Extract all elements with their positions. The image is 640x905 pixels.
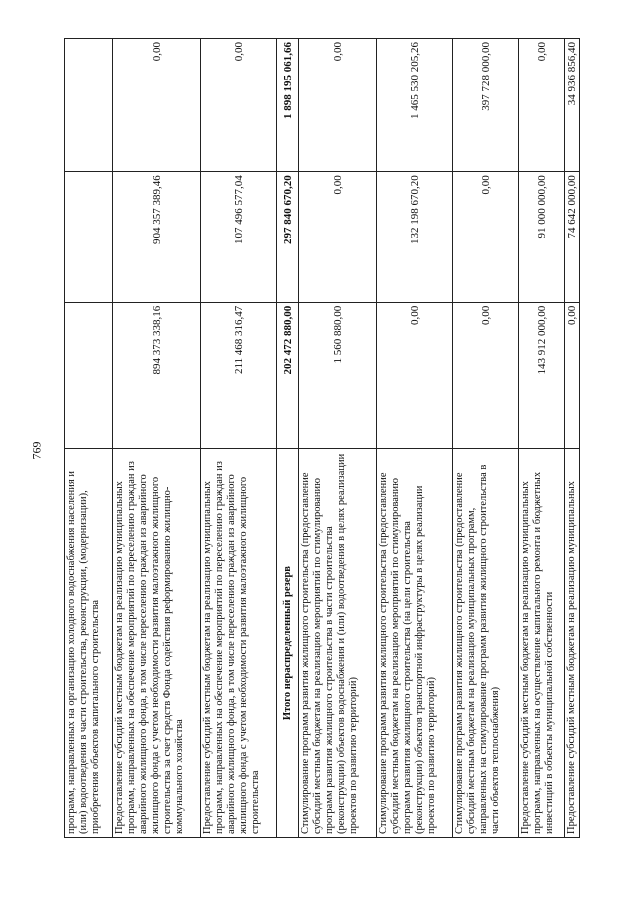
table-row-total [277, 39, 299, 838]
value-col-2: 132 198 670,20 [377, 172, 453, 303]
value-col-2: 904 357 389,46 [113, 172, 201, 303]
value-col-1: 1 560 880,00 [299, 302, 377, 448]
value-col-3: 0,00 [113, 39, 201, 172]
row-description: Стимулирование программ развития жилищного строительства (предоставление субсидий местным бюджетам на реализацию мероприятий по стимулированию программ развития жилищного строительства (на цели строительства (реконструкции) объектов транспортной инфраструктуры в целях реализации проектов по развитию территорий) [377, 449, 453, 838]
table-row [453, 39, 519, 838]
table-row [113, 39, 201, 838]
value-col-3: 1 465 530 205,26 [377, 39, 453, 172]
value-col-1 [65, 302, 113, 448]
budget-table [64, 38, 580, 838]
value-col-2: 0,00 [453, 172, 519, 303]
value-col-3: 0,00 [519, 39, 565, 172]
table-row [299, 39, 377, 838]
value-col-1: 143 912 000,00 [519, 302, 565, 448]
value-col-1: 0,00 [377, 302, 453, 448]
row-description: Стимулирование программ развития жилищного строительства (предоставление субсидий местным бюджетам на реализацию муниципальных программ, направленных на стимулирование программ развития жилищного строительства в части объектов теплоснабжения) [453, 449, 519, 838]
value-col-3 [65, 39, 113, 172]
value-col-2: 107 496 577,04 [201, 172, 277, 303]
table-row [201, 39, 277, 838]
value-col-2: 91 000 000,00 [519, 172, 565, 303]
table-row [65, 39, 113, 838]
row-description: Предоставление субсидий местным бюджетам на реализацию муниципальных программ, направленных на обеспечение мероприятий по переселению граждан из аварийного жилищного фонда, в том числе переселению граждан из аварийного жилищного фонда с учетом необходимости развития малоэтажного жилищного строительства [201, 449, 277, 838]
row-description: Предоставление субсидий местным бюджетам на реализацию муниципальных программ, направленных на осуществление капитального ремонта и бюджетных инвестиций в объекты муниципальной собственности [519, 449, 565, 838]
value-col-1: 894 373 338,16 [113, 302, 201, 448]
table-row [377, 39, 453, 838]
row-description: программ, направленных на организацию холодного водоснабжения населения и (или) водоотведения в части строительства, реконструкции, (модернизации), приобретения объектов капитального строительства [65, 449, 113, 838]
value-col-3: 34 936 856,40 [565, 39, 580, 172]
value-col-1: 0,00 [453, 302, 519, 448]
value-col-2: 74 642 000,00 [565, 172, 580, 303]
budget-table-rotated [64, 38, 584, 838]
value-col-1: 211 468 316,47 [201, 302, 277, 448]
row-description: Стимулирование программ развития жилищного строительства (предоставление субсидий местным бюджетам на реализацию мероприятий по стимулированию программ развития жилищного строительства в части строительства (реконструкции) объектов водоснабжения и (или) водоотведения в целях реализации проектов по развитию территорий) [299, 449, 377, 838]
row-description: Предоставление субсидий местным бюджетам на реализацию муниципальных программ, направленных на обеспечение мероприятий по переселению граждан из аварийного жилищного фонда, в том числе переселению граждан из аварийного жилищного фонда с учетом необходимости развития малоэтажного жилищного строительства за счет средств Фонда содействия реформированию жилищно-коммунального хозяйства [113, 449, 201, 838]
value-col-1: 0,00 [565, 302, 580, 448]
value-col-3: 397 728 000,00 [453, 39, 519, 172]
value-col-3: 0,00 [299, 39, 377, 172]
value-col-2: 0,00 [299, 172, 377, 303]
row-description: Предоставление субсидий местным бюджетам на реализацию муниципальных [565, 449, 580, 838]
value-col-2: 297 840 670,20 [277, 172, 299, 303]
value-col-2 [65, 172, 113, 303]
value-col-3: 0,00 [201, 39, 277, 172]
table-row [565, 39, 580, 838]
value-col-3: 1 898 195 061,66 [277, 39, 299, 172]
value-col-1: 202 472 880,00 [277, 302, 299, 448]
page-number: 769 [29, 441, 44, 460]
table-row [519, 39, 565, 838]
total-label: Итого нераспределенный резерв [277, 449, 299, 838]
